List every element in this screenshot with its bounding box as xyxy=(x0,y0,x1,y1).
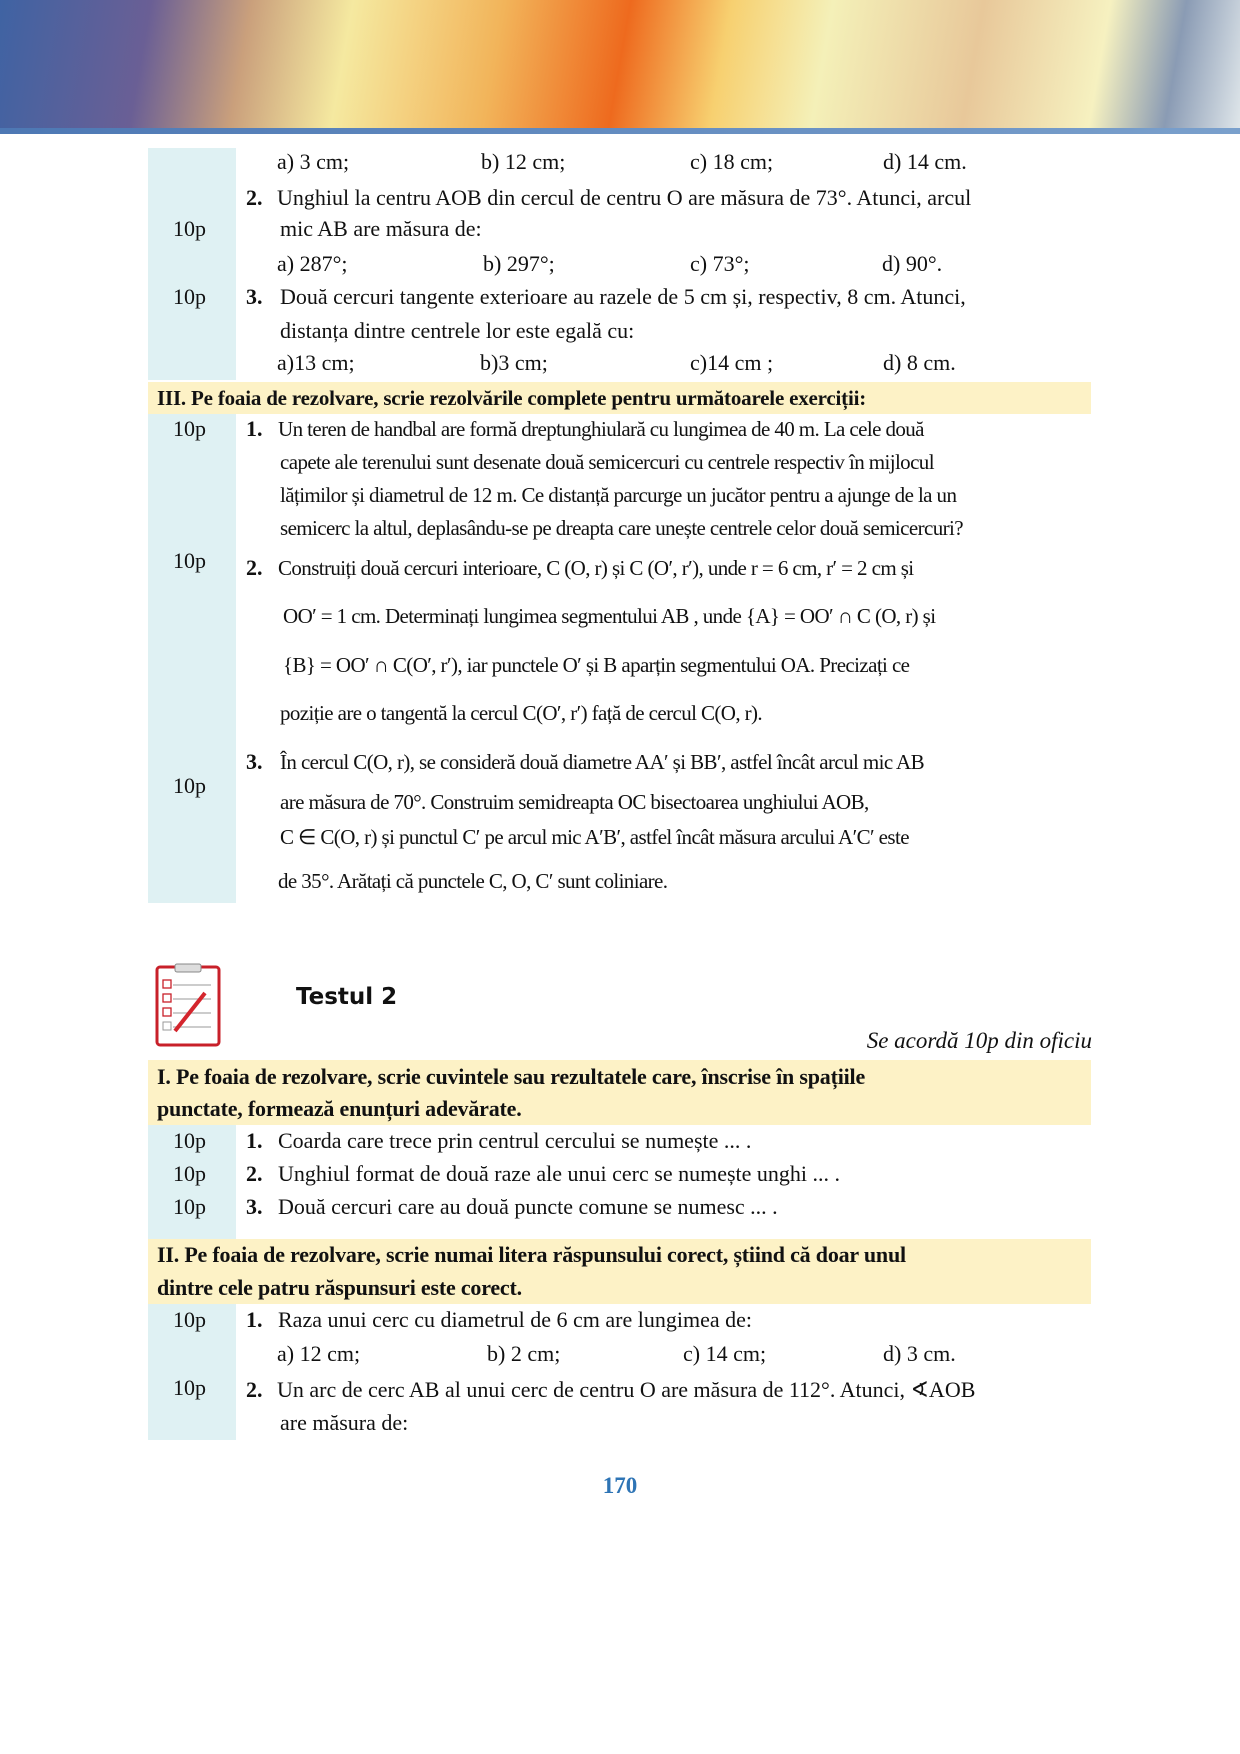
option-d: d) 8 cm. xyxy=(883,350,956,375)
question-number: 1. xyxy=(246,416,263,441)
points-label: 10p xyxy=(173,1375,206,1400)
question-text: semicerc la altul, deplasându-se pe dreapta care unește centrele celor două semicercuri? xyxy=(280,516,963,540)
option-d: d) 3 cm. xyxy=(883,1341,956,1366)
option-a: a) 3 cm; xyxy=(277,149,350,174)
option-c: c) 73°; xyxy=(690,251,750,276)
points-label: 10p xyxy=(173,1307,206,1332)
option-d: d) 14 cm. xyxy=(883,149,967,174)
points-column xyxy=(148,414,236,903)
option-a: a)13 cm; xyxy=(277,350,355,375)
points-label: 10p xyxy=(173,548,206,573)
points-label: 10p xyxy=(173,284,206,309)
question-text: capete ale terenului sunt desenate două semicercuri cu centrele respectiv în mijlocul xyxy=(280,450,934,474)
question-number: 2. xyxy=(246,185,263,210)
option-c: c) 18 cm; xyxy=(690,149,774,174)
points-label: 10p xyxy=(173,1194,206,1219)
points-column xyxy=(148,148,236,380)
points-label: 10p xyxy=(173,773,206,798)
points-label: 10p xyxy=(173,416,206,441)
points-label: 10p xyxy=(173,216,206,241)
test-title: Testul 2 xyxy=(296,984,398,1010)
question-text: mic AB are măsura de: xyxy=(280,216,482,241)
question-text: de 35°. Arătați că punctele C, O, C′ sunt coliniare. xyxy=(278,869,668,893)
question-number: 1. xyxy=(246,1307,263,1332)
section-header: I. Pe foaia de rezolvare, scrie cuvintele sau rezultatele care, înscrise în spațiile xyxy=(157,1064,866,1089)
section-header: dintre cele patru răspunsuri este corect. xyxy=(157,1275,522,1300)
question-number: 3. xyxy=(246,284,263,309)
question-text: Unghiul format de două raze ale unui cerc se numește unghi ... . xyxy=(278,1161,841,1186)
question-text: Un arc de cerc AB al unui cerc de centru O are măsura de 112°. Atunci, ∢AOB xyxy=(277,1377,976,1402)
section-header: II. Pe foaia de rezolvare, scrie numai litera răspunsului corect, știind că doar unul xyxy=(157,1242,906,1267)
option-a: a) 12 cm; xyxy=(277,1341,361,1366)
points-label: 10p xyxy=(173,1161,206,1186)
question-number: 2. xyxy=(246,1161,263,1186)
option-c: c)14 cm ; xyxy=(690,350,774,375)
option-b: b) 12 cm; xyxy=(481,149,566,174)
question-number: 3. xyxy=(246,749,263,774)
question-number: 2. xyxy=(246,555,263,580)
question-text: Două cercuri care au două puncte comune se numesc ... . xyxy=(278,1194,778,1219)
option-b: b) 297°; xyxy=(483,251,555,276)
question-number: 1. xyxy=(246,1128,263,1153)
question-text: poziție are o tangentă la cercul C(O′, r′) față de cercul C(O, r). xyxy=(280,701,763,725)
section-header: punctate, formează enunțuri adevărate. xyxy=(157,1096,522,1121)
question-text: are măsura de: xyxy=(280,1410,409,1435)
page-number: 170 xyxy=(602,1473,638,1498)
question-text: Construiți două cercuri interioare, C (O, r) și C (O′, r′), unde r = 6 cm, r′ = 2 cm și xyxy=(278,556,914,580)
question-text: OO′ = 1 cm. Determinați lungimea segmentului AB , unde {A} = OO′ ∩ C (O, r) și xyxy=(283,604,936,628)
question-text: C ∈ C(O, r) și punctul C′ pe arcul mic A′B′, astfel încât măsura arcului A′C′ este xyxy=(280,825,909,849)
header-banner-image xyxy=(0,0,1240,128)
option-b: b)3 cm; xyxy=(480,350,548,375)
option-a: a) 287°; xyxy=(277,251,348,276)
question-text: Două cercuri tangente exterioare au razele de 5 cm și, respectiv, 8 cm. Atunci, xyxy=(280,284,966,309)
question-text: Unghiul la centru AOB din cercul de centru O are măsura de 73°. Atunci, arcul xyxy=(277,185,972,210)
question-text: Un teren de handbal are formă dreptunghiulară cu lungimea de 40 m. La cele două xyxy=(278,417,924,441)
question-text: {B} = OO′ ∩ C(O′, r′), iar punctele O′ și B aparțin segmentului OA. Precizați ce xyxy=(283,653,910,677)
question-number: 2. xyxy=(246,1377,263,1402)
question-text: are măsura de 70°. Construim semidreapta OC bisectoarea unghiului AOB, xyxy=(280,790,869,814)
question-text: Coarda care trece prin centrul cercului se numește ... . xyxy=(278,1128,752,1153)
bonus-points-note: Se acordă 10p din oficiu xyxy=(866,1028,1092,1053)
section-header: III. Pe foaia de rezolvare, scrie rezolvările complete pentru următoarele exerciții: xyxy=(157,386,867,410)
option-b: b) 2 cm; xyxy=(487,1341,561,1366)
question-text: distanța dintre centrele lor este egală cu: xyxy=(280,318,635,343)
option-c: c) 14 cm; xyxy=(683,1341,767,1366)
question-text: În cercul C(O, r), se consideră două diametre AA′ și BB′, astfel încât arcul mic AB xyxy=(280,750,925,774)
question-text: lățimilor și diametrul de 12 m. Ce distanță parcurge un jucător pentru a ajunge de la un xyxy=(280,483,957,507)
clipboard-checklist-icon xyxy=(155,963,221,1047)
option-d: d) 90°. xyxy=(882,251,943,276)
header-divider xyxy=(0,128,1240,134)
question-number: 3. xyxy=(246,1194,263,1219)
points-label: 10p xyxy=(173,1128,206,1153)
question-text: Raza unui cerc cu diametrul de 6 cm are lungimea de: xyxy=(278,1307,753,1332)
